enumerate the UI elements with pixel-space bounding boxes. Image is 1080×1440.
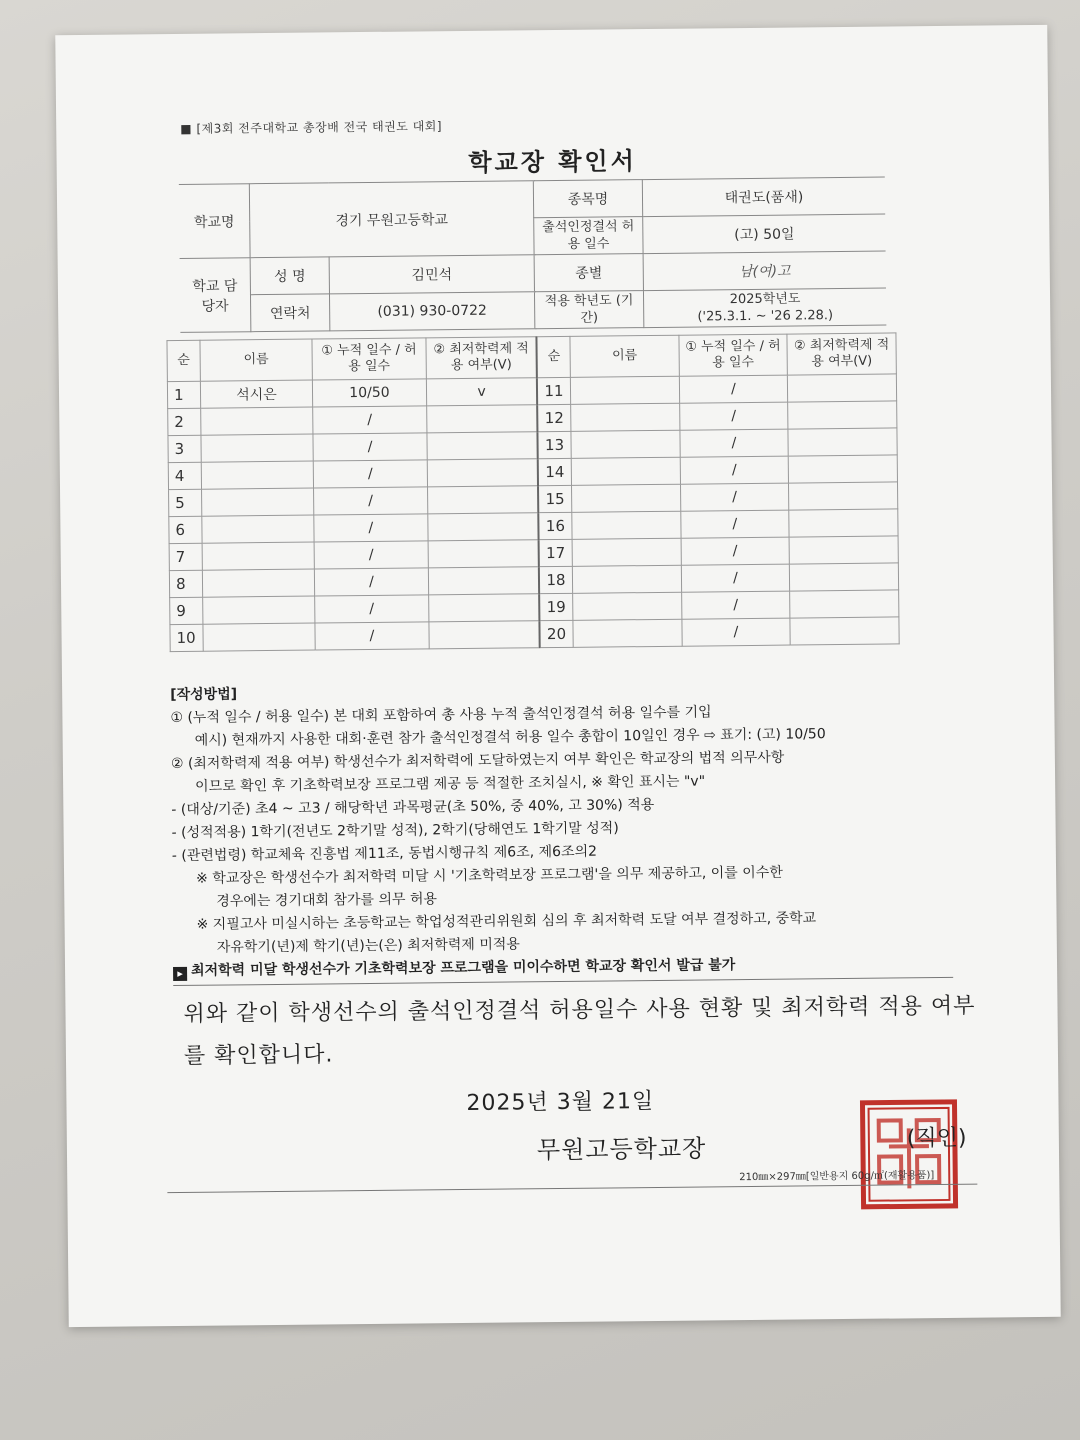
row-check [428,567,539,595]
row-name [202,515,315,543]
instruction-line: 이므로 확인 후 기초학력보장 프로그램 제공 등 적절한 조치실시, ※ 확인 표시는 "v" [195,773,706,795]
page-title: 학교장 확인서 [468,147,637,177]
year-value: 2025학년도 [729,291,801,308]
row-days: / [313,433,427,461]
col-check: ② 최저학력제 적용 여부(V) [787,333,896,375]
instruction-line: ※ 학교장은 학생선수가 최저학력 미달 시 '기초학력보장 프로그램'을 의무 제공하고, 이를 이수한 [196,864,783,887]
col-days: ① 누적 일수 / 허용 일수 [679,334,788,376]
row-check [427,432,538,460]
row-days: / [314,514,428,542]
row-name [200,407,313,435]
row-name [202,596,315,624]
instruction-line: 최저학력 미달 학생선수가 기초학력보장 프로그램을 미이수하면 학교장 확인서 발급 불가 [190,957,736,979]
row-number: 11 [537,377,571,404]
row-check [426,405,537,433]
row-number: 3 [168,435,201,462]
row-days: / [681,591,790,619]
row-days: / [313,406,427,434]
row-number: 7 [169,543,202,570]
row-days: 10/50 [312,379,426,407]
row-check [788,401,897,429]
confirmation-text: 위와 같이 학생선수의 출석인정결석 허용일수 사용 현황 및 최저학력 적용 여부를 확인합니다. [183,993,976,1069]
row-number: 12 [538,404,572,431]
roster-body [167,374,899,652]
row-name [202,569,315,597]
event-header: ■ [제3회 전주대학교 총장배 전국 태권도 대회] [180,119,443,136]
row-name: 석시은 [200,380,313,408]
row-number: 8 [169,570,202,597]
row-days: / [314,487,428,515]
row-number: 4 [168,462,201,489]
row-check [428,594,539,622]
row-check [788,374,897,402]
row-check [790,617,899,645]
gender-label: 종별 [534,254,643,292]
row-check [427,486,538,514]
row-name [201,488,314,516]
official-seal-icon [858,1098,959,1211]
row-number: 14 [538,458,572,485]
row-days: / [680,510,789,538]
instruction-line: - (관련법령) 학교체육 진흥법 제11조, 동법시행규칙 제6조, 제6조의2 [171,843,598,865]
gender-value: 남(여)고 [643,251,886,291]
row-name [571,376,680,404]
row-days: / [680,429,789,457]
row-name [201,461,314,489]
row-name [571,430,680,458]
row-days: / [680,456,789,484]
row-number: 19 [540,593,574,620]
row-check [789,482,898,510]
row-days: / [314,541,428,569]
row-name [573,565,682,593]
row-days: / [313,460,427,488]
issue-date: 2025년 3월 21일 [466,1089,655,1116]
row-name [203,623,316,651]
contact-label: 연락처 [250,294,329,332]
row-check [789,509,898,537]
row-days: / [314,568,428,596]
row-number: 2 [168,408,201,435]
row-number: 20 [540,620,574,647]
row-name [201,434,314,462]
principal-name: 무원고등학교장 [536,1134,707,1165]
event-label: 종목명 [533,180,642,218]
col-no: 순 [167,340,200,381]
roster-table [166,332,899,652]
row-check [428,540,539,568]
row-days: / [315,595,429,623]
row-number: 16 [539,512,573,539]
document-page [55,25,1060,1327]
contact-value: (031) 930-0722 [329,292,534,331]
row-number: 18 [539,566,573,593]
year-label: 적용 학년도 (기간) [534,291,643,329]
row-name [573,619,682,647]
row-days: / [679,402,788,430]
row-name [573,592,682,620]
row-check [429,621,540,649]
event-value: 태권도(품새) [642,177,885,217]
manager-label: 학교 담당자 [180,258,251,333]
row-days: / [680,483,789,511]
row-check [790,590,899,618]
row-check [788,455,897,483]
paper-spec: 210㎜×297㎜[일반용지 60g/㎡(재활용품)] [739,1170,935,1184]
col-name: 이름 [570,335,679,377]
row-number: 1 [167,381,200,408]
info-table [179,177,887,333]
footer-divider [167,1184,977,1193]
row-check [789,536,898,564]
school-value: 경기 무원고등학교 [249,181,534,258]
name-value: 김민석 [329,255,534,294]
row-name [571,457,680,485]
seal-label: (직인) [906,1125,967,1152]
row-number: 5 [169,489,202,516]
col-no: 순 [537,336,571,377]
row-check [789,563,898,591]
instruction-line: - (성적적용) 1학기(전년도 2학기말 성적), 2학기(당해연도 1학기말 성적) [171,820,619,842]
col-name: 이름 [200,339,313,381]
row-number: 10 [170,624,203,651]
row-number: 13 [538,431,572,458]
instruction-line: ① (누적 일수 / 허용 일수) 본 대회 포함하여 총 사용 누적 출석인정결석 허용 일수를 기입 [170,704,712,727]
row-number: 15 [538,485,572,512]
year-cell [643,288,886,328]
instruction-line: - (대상/기준) 초4 ~ 고3 / 해당학년 과목평균(초 50%, 중 40%, 고 30%) 적용 [171,796,655,819]
row-name [571,403,680,431]
instruction-line: 경우에는 경기대회 참가를 의무 허용 [216,891,438,910]
arrow-box-icon: ▸ [173,967,187,981]
instruction-line: ※ 지필고사 미실시하는 초등학교는 학업성적관리위원회 심의 후 최저학력 도달 여부 결정하고, 중학교 [196,910,817,933]
row-number: 17 [539,539,573,566]
instructions [170,676,953,986]
col-days: ① 누적 일수 / 허용 일수 [312,338,426,380]
row-number: 6 [169,516,202,543]
allowed-value: (고) 50일 [643,214,886,254]
row-check [788,428,897,456]
row-number: 9 [170,597,203,624]
name-label: 성 명 [250,257,329,295]
row-name [572,511,681,539]
row-days: / [315,622,429,650]
row-check [428,513,539,541]
row-check [427,459,538,487]
row-days: / [681,564,790,592]
instructions-heading: [작성방법] [170,686,238,704]
school-label: 학교명 [179,184,250,259]
instruction-line: 자유학기(년)제 학기(년)는(은) 최저학력제 미적용 [216,936,520,956]
instruction-line: ② (최저학력제 적용 여부) 학생선수가 최저학력에 도달하였는지 여부 확인은 학교장의 법적 의무사항 [170,749,785,773]
row-check: v [426,378,537,406]
allowed-label: 출석인정결석 허용 일수 [534,217,643,255]
row-name [572,484,681,512]
row-days: / [679,375,788,403]
row-name [202,542,315,570]
row-name [572,538,681,566]
col-check: ② 최저학력제 적용 여부(V) [426,337,538,379]
row-days: / [681,537,790,565]
row-days: / [682,618,791,646]
instruction-line: 예시) 현재까지 사용한 대회·훈련 참가 출석인정결석 허용 일수 총합이 10일인 경우 ⇨ 표기: (고) 10/50 [194,726,826,749]
period-value: ('25.3.1. ~ '26 2.28.) [697,308,834,325]
